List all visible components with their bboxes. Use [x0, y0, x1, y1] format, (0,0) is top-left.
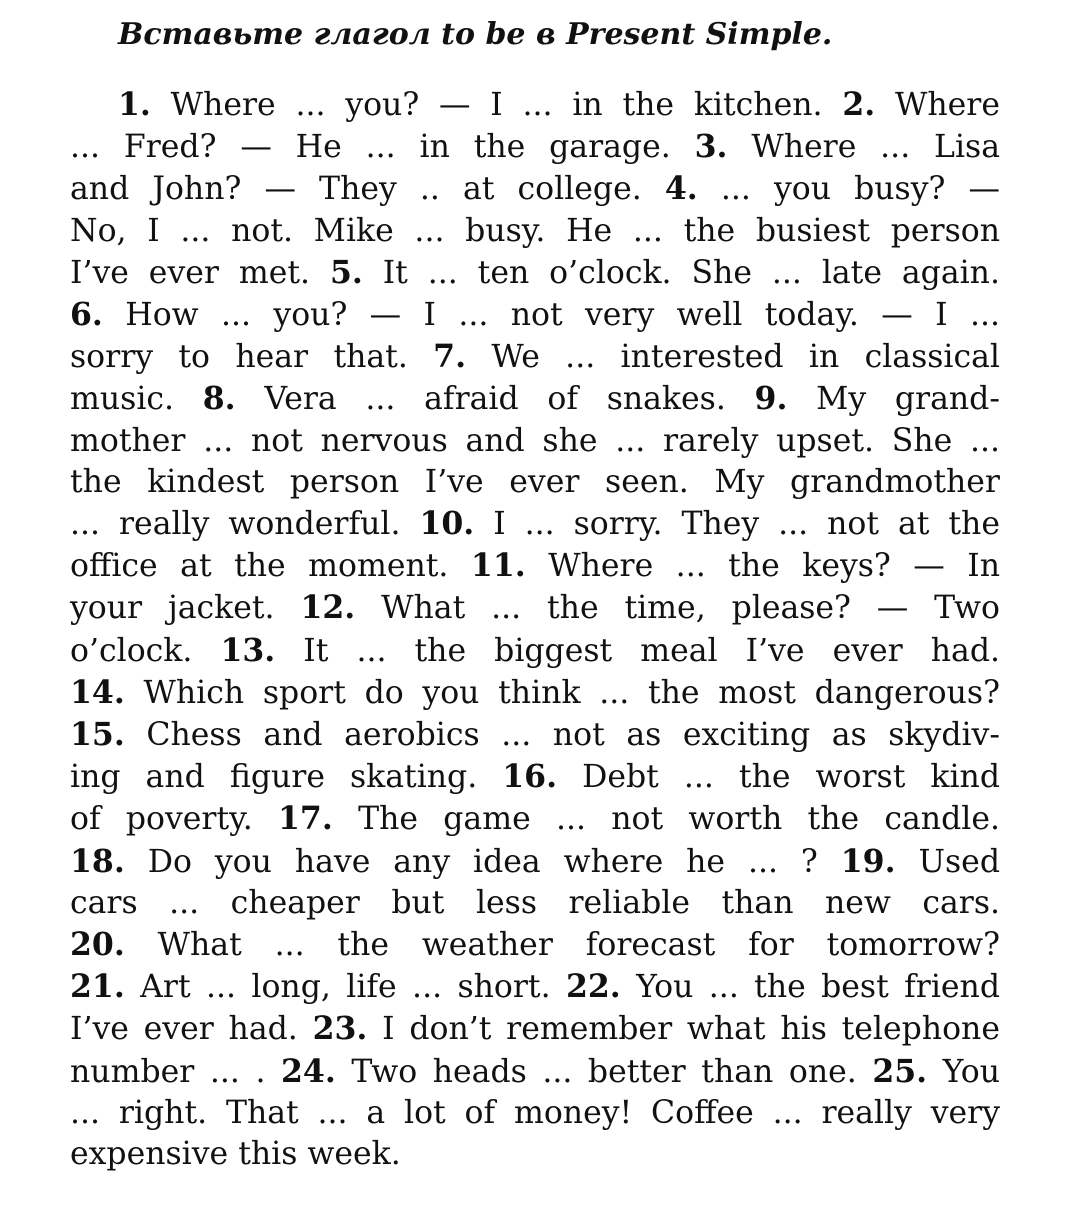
text-line	[70, 84, 1000, 126]
text-fragment: ... you busy? —	[697, 171, 1000, 208]
text-line	[70, 462, 1000, 503]
item-number: 14.	[70, 673, 125, 711]
text-fragment: your jacket.	[70, 590, 301, 627]
text-fragment: o’clock.	[70, 632, 221, 669]
text-line	[70, 883, 1000, 924]
text-fragment: You ... the best friend	[620, 969, 1000, 1006]
text-fragment: Debt ... the worst kind	[557, 759, 1000, 796]
text-line	[70, 211, 1000, 252]
text-line	[70, 1093, 1000, 1134]
text-fragment: mother ... not nervous and she ... rarely upset. She ...	[70, 422, 1000, 459]
text-line	[70, 503, 1000, 545]
text-fragment: office at the moment.	[70, 548, 471, 585]
text-line	[70, 798, 1000, 840]
text-fragment: Where ... Lisa	[727, 129, 1000, 166]
text-fragment: ... Fred? — He ... in the garage.	[70, 129, 695, 166]
text-line	[70, 756, 1000, 798]
item-number: 23.	[312, 1010, 368, 1048]
text-fragment: ... really wonderful.	[70, 506, 420, 543]
text-fragment: I’ve ever met.	[70, 254, 330, 291]
text-fragment: You	[927, 1053, 1000, 1090]
item-number: 15.	[70, 716, 125, 754]
text-fragment: It ... ten o’clock. She ... late again.	[362, 254, 1000, 291]
text-line	[70, 630, 1000, 672]
text-fragment: sorry to hear that.	[70, 339, 434, 376]
text-line	[70, 421, 1000, 462]
text-line	[70, 1008, 1000, 1050]
text-fragment: I ... sorry. They ... not at the	[474, 506, 1000, 543]
text-fragment: I don’t remember what his telephone	[367, 1011, 1000, 1048]
text-fragment: How ... you? — I ... not very well today. — I ...	[102, 297, 1000, 334]
item-number: 19.	[840, 842, 896, 880]
text-fragment: Chess and aerobics ... not as exciting as skydiv-	[124, 717, 1000, 754]
text-line	[70, 252, 1000, 294]
item-number: 18.	[70, 842, 125, 880]
text-fragment: Where ... the keys? — In	[525, 548, 1000, 585]
text-fragment: Which sport do you think ... the most dangerous?	[124, 674, 1000, 711]
text-line	[70, 966, 1000, 1008]
text-fragment: of poverty.	[70, 801, 279, 838]
text-fragment: We ... interested in classical	[466, 339, 1000, 376]
text-fragment: cars ... cheaper but less reliable than new cars.	[70, 884, 1000, 921]
item-number: 16.	[502, 758, 558, 796]
text-fragment: Do you have any idea where he ... ?	[124, 843, 841, 880]
exercise-title: Вставьте глагол to be в Present Simple.	[118, 17, 833, 52]
text-line	[70, 714, 1000, 756]
text-fragment: Where	[875, 87, 1000, 123]
text-fragment: What ... the weather forecast for tomorrow?	[124, 927, 1000, 964]
item-number: 2.	[842, 86, 876, 123]
text-line	[70, 126, 1000, 168]
text-fragment: expensive this week.	[70, 1136, 401, 1173]
text-line	[70, 841, 1000, 883]
text-fragment: It ... the biggest meal I’ve ever had.	[275, 632, 1000, 669]
text-fragment: ing and figure skating.	[70, 759, 503, 796]
text-line	[70, 1051, 1000, 1093]
item-number: 3.	[694, 128, 728, 166]
item-number: 25.	[872, 1052, 928, 1090]
text-fragment: Two heads ... better than one.	[335, 1053, 873, 1090]
text-line	[70, 168, 1000, 210]
text-line	[70, 294, 1000, 336]
text-fragment: My grand-	[787, 381, 1000, 418]
text-line	[70, 545, 1000, 587]
text-line	[70, 587, 1000, 629]
text-line	[70, 378, 1000, 420]
item-number: 4.	[664, 170, 698, 208]
item-number: 24.	[281, 1052, 336, 1090]
item-number: 17.	[278, 800, 333, 838]
exercise-text	[70, 84, 1000, 1175]
item-number: 13.	[220, 631, 276, 669]
text-fragment: and John? — They .. at college.	[70, 171, 665, 208]
text-fragment: Vera ... afraid of snakes.	[235, 381, 755, 418]
item-number: 8.	[202, 380, 236, 418]
text-line	[70, 1134, 1000, 1175]
text-line	[70, 336, 1000, 378]
item-number: 7.	[433, 338, 467, 376]
text-fragment: No, I ... not. Mike ... busy. He ... the busiest person	[70, 212, 1000, 249]
text-fragment: ... right. That ... a lot of money! Coffee ... really very	[70, 1094, 1000, 1131]
text-fragment: Where ... you? — I ... in the kitchen.	[150, 87, 843, 123]
item-number: 6.	[70, 296, 103, 334]
item-number: 5.	[329, 253, 363, 291]
text-fragment: Used	[895, 843, 1000, 880]
text-fragment: the kindest person I’ve ever seen. My grandmother	[70, 463, 1000, 500]
text-fragment: What ... the time, please? — Two	[355, 590, 1000, 627]
text-fragment: number ... .	[70, 1053, 282, 1090]
text-fragment: I’ve ever had.	[70, 1011, 313, 1048]
item-number: 9.	[754, 380, 788, 418]
item-number: 10.	[419, 505, 475, 543]
text-fragment: The game ... not worth the candle.	[332, 801, 1000, 838]
item-number: 22.	[565, 968, 621, 1006]
text-line	[70, 924, 1000, 966]
text-fragment: Art ... long, life ... short.	[124, 969, 566, 1006]
text-fragment: music.	[70, 381, 203, 418]
item-number: 12.	[300, 589, 356, 627]
text-line	[70, 672, 1000, 714]
item-number: 1.	[118, 86, 151, 123]
item-number: 11.	[470, 547, 526, 585]
item-number: 21.	[70, 968, 125, 1006]
item-number: 20.	[70, 926, 125, 964]
